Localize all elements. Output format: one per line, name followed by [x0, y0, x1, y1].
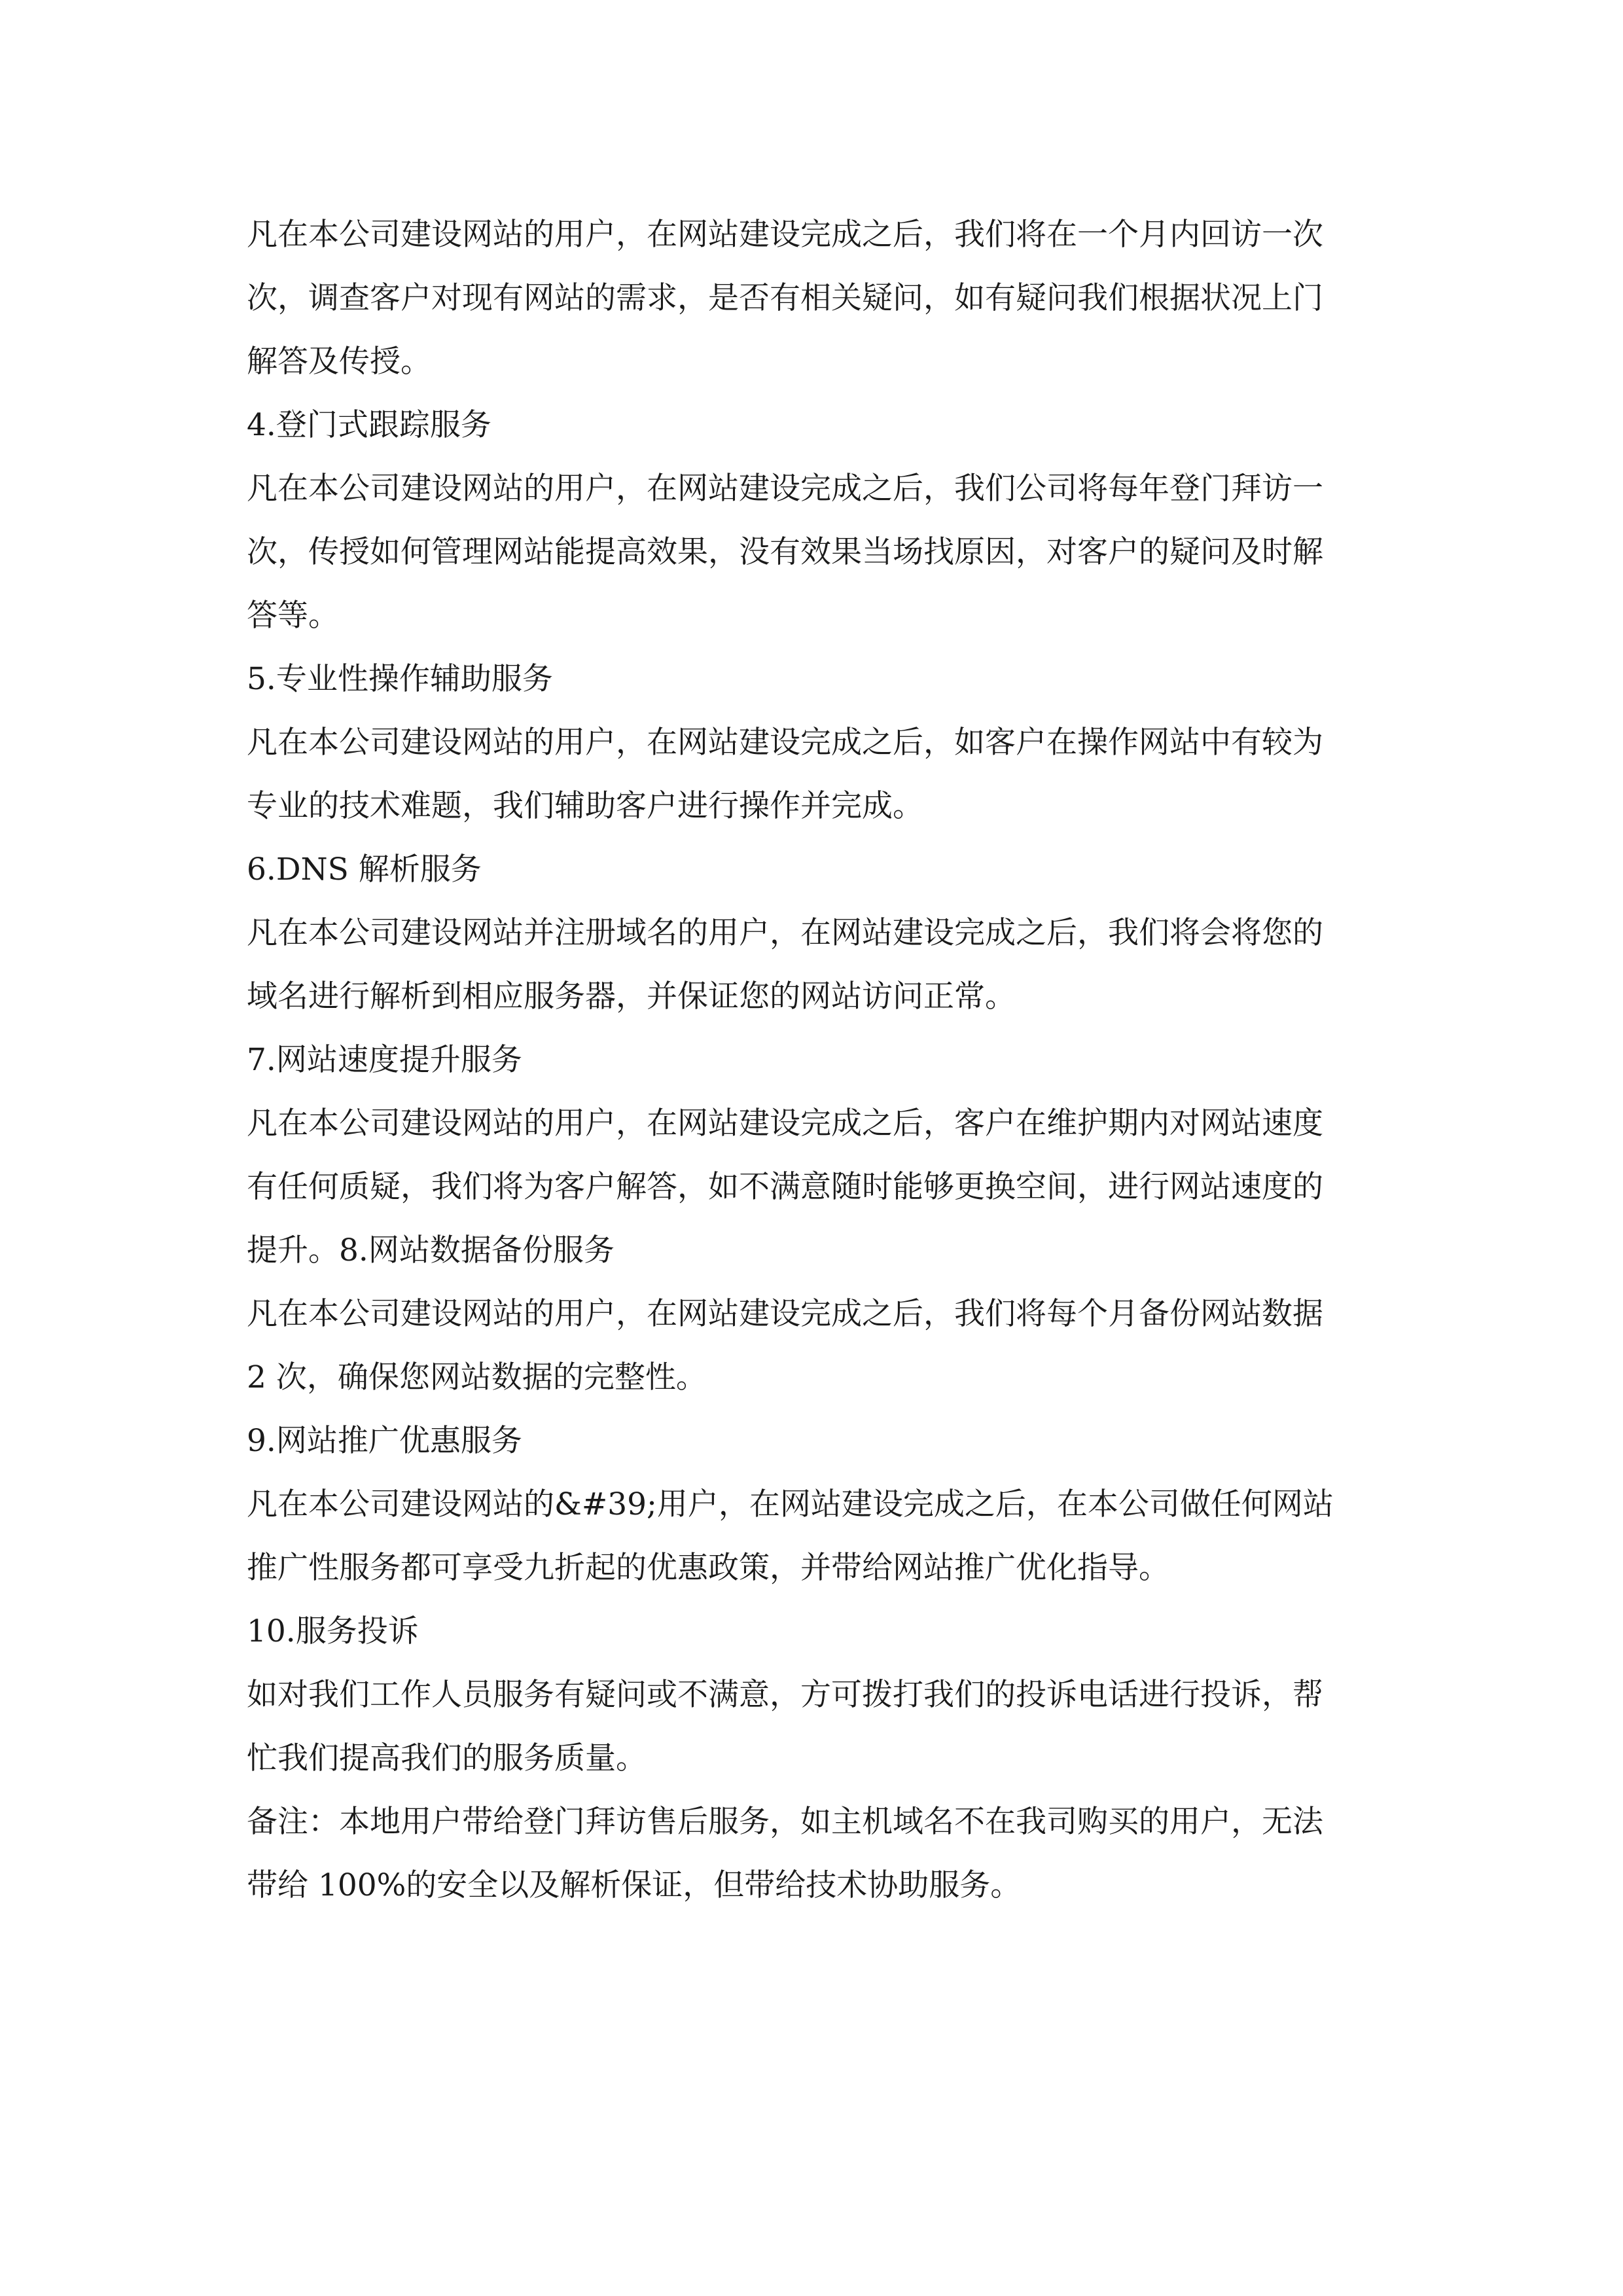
paragraph-line: 凡在本公司建设网站的用户，在网站建设完成之后，客户在维护期内对网站速度 — [247, 1105, 1323, 1141]
paragraph-line: 凡在本公司建设网站的&#39;用户，在网站建设完成之后，在本公司做任何网站 — [247, 1486, 1334, 1522]
paragraph-line: 域名进行解析到相应服务器，并保证您的网站访问正常。 — [247, 978, 1016, 1014]
section-heading-9: 9.网站推广优惠服务 — [247, 1423, 522, 1459]
paragraph-line: 有任何质疑，我们将为客户解答，如不满意随时能够更换空间，进行网站速度的 — [247, 1169, 1323, 1205]
paragraph-line: 2 次，确保您网站数据的完整性。 — [247, 1359, 707, 1395]
section-heading-6: 6.DNS 解析服务 — [247, 852, 482, 888]
document-body — [247, 203, 1379, 1917]
paragraph-line: 如对我们工作人员服务有疑问或不满意，方可拨打我们的投诉电话进行投诉，帮 — [247, 1677, 1323, 1713]
paragraph-line: 凡在本公司建设网站的用户，在网站建设完成之后，我们将每个月备份网站数据 — [247, 1296, 1323, 1332]
paragraph-line: 凡在本公司建设网站的用户，在网站建设完成之后，如客户在操作网站中有较为 — [247, 725, 1323, 761]
paragraph-line: 解答及传授。 — [247, 344, 431, 380]
section-heading-5: 5.专业性操作辅助服务 — [247, 661, 553, 697]
paragraph-line: 凡在本公司建设网站并注册域名的用户，在网站建设完成之后，我们将会将您的 — [247, 915, 1323, 951]
paragraph-line: 凡在本公司建设网站的用户，在网站建设完成之后，我们将在一个月内回访一次 — [247, 217, 1323, 253]
note-line: 备注：本地用户带给登门拜访售后服务，如主机域名不在我司购买的用户，无法 — [247, 1804, 1323, 1840]
paragraph-line: 答等。 — [247, 598, 339, 634]
paragraph-line: 提升。8.网站数据备份服务 — [247, 1232, 615, 1268]
paragraph-line: 次，传授如何管理网站能提高效果，没有效果当场找原因，对客户的疑问及时解 — [247, 534, 1323, 570]
section-heading-10: 10.服务投诉 — [247, 1613, 419, 1649]
paragraph-line: 忙我们提高我们的服务质量。 — [247, 1740, 647, 1776]
note-line: 带给 100%的安全以及解析保证，但带给技术协助服务。 — [247, 1867, 1022, 1903]
paragraph-line: 凡在本公司建设网站的用户，在网站建设完成之后，我们公司将每年登门拜访一 — [247, 471, 1323, 507]
section-heading-4: 4.登门式跟踪服务 — [247, 407, 491, 443]
paragraph-line: 推广性服务都可享受九折起的优惠政策，并带给网站推广优化指导。 — [247, 1550, 1169, 1586]
paragraph-line: 专业的技术难题，我们辅助客户进行操作并完成。 — [247, 788, 923, 824]
paragraph-line: 次，调查客户对现有网站的需求，是否有相关疑问，如有疑问我们根据状况上门 — [247, 280, 1323, 316]
section-heading-7: 7.网站速度提升服务 — [247, 1042, 522, 1078]
